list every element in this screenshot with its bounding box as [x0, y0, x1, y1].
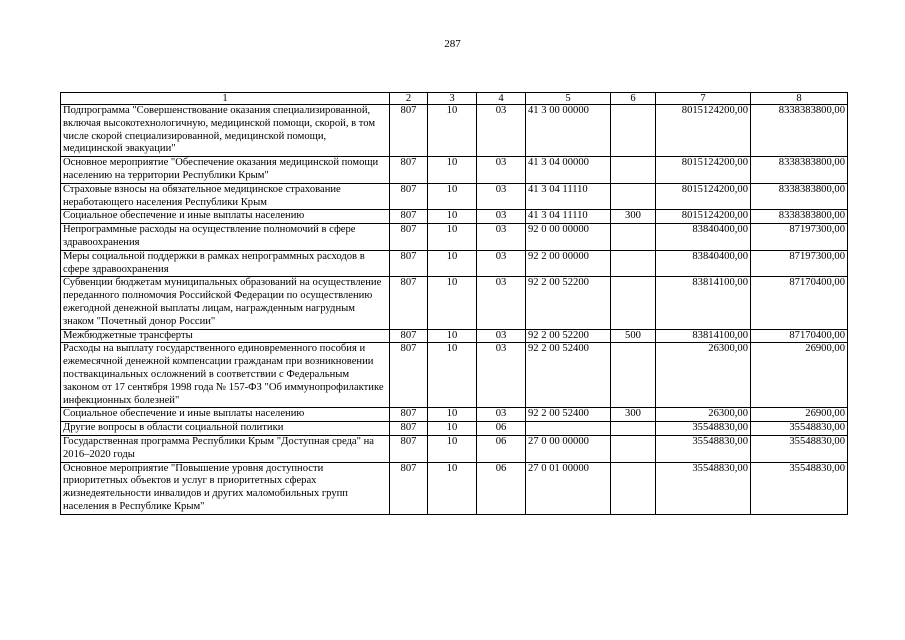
expense-type-code	[611, 224, 656, 251]
amount-year-2: 8338383800,00	[751, 157, 848, 184]
table-row	[61, 210, 848, 224]
table-row	[61, 277, 848, 329]
column-header: 4	[477, 93, 526, 105]
column-header: 2	[390, 93, 428, 105]
ministry-code: 807	[390, 224, 428, 251]
target-article-code: 92 2 00 00000	[526, 250, 611, 277]
amount-year-1: 83840400,00	[656, 250, 751, 277]
table-row	[61, 183, 848, 210]
subsection-code: 06	[477, 422, 526, 436]
table-row	[61, 422, 848, 436]
table-row	[61, 408, 848, 422]
row-name: Другие вопросы в области социальной политики	[61, 422, 390, 436]
target-article-code: 27 0 01 00000	[526, 462, 611, 514]
budget-table	[60, 92, 848, 515]
target-article-code: 27 0 00 00000	[526, 435, 611, 462]
table-row	[61, 105, 848, 157]
ministry-code: 807	[390, 329, 428, 343]
column-header: 1	[61, 93, 390, 105]
target-article-code: 92 0 00 00000	[526, 224, 611, 251]
page-number: 287	[444, 38, 461, 50]
row-name: Межбюджетные трансферты	[61, 329, 390, 343]
section-code: 10	[428, 422, 477, 436]
row-name: Расходы на выплату государственного единовременного пособия и ежемесячной денежной компенсации гражданам при возникновении поствакцинальных осложнений в соответствии с Федеральным законом от 17 сентября 1998 года № 157-ФЗ "Об иммунопрофилактике инфекционных болезней"	[61, 343, 390, 408]
target-article-code: 41 3 04 00000	[526, 157, 611, 184]
amount-year-1: 8015124200,00	[656, 105, 751, 157]
column-header: 7	[656, 93, 751, 105]
subsection-code: 03	[477, 210, 526, 224]
target-article-code: 41 3 04 11110	[526, 210, 611, 224]
table-row	[61, 435, 848, 462]
target-article-code	[526, 422, 611, 436]
ministry-code: 807	[390, 422, 428, 436]
target-article-code: 92 2 00 52400	[526, 408, 611, 422]
row-name: Основное мероприятие "Повышение уровня доступности приоритетных объектов и услуг в приоритетных сферах жизнедеятельности инвалидов и других маломобильных групп населения в Республике Крым"	[61, 462, 390, 514]
subsection-code: 03	[477, 250, 526, 277]
expense-type-code	[611, 183, 656, 210]
amount-year-2: 26900,00	[751, 343, 848, 408]
section-code: 10	[428, 343, 477, 408]
expense-type-code	[611, 462, 656, 514]
target-article-code: 92 2 00 52200	[526, 329, 611, 343]
amount-year-1: 8015124200,00	[656, 183, 751, 210]
subsection-code: 03	[477, 343, 526, 408]
column-header: 8	[751, 93, 848, 105]
amount-year-1: 83814100,00	[656, 329, 751, 343]
amount-year-2: 35548830,00	[751, 462, 848, 514]
ministry-code: 807	[390, 277, 428, 329]
row-name: Государственная программа Республики Крым "Доступная среда" на 2016–2020 годы	[61, 435, 390, 462]
amount-year-1: 8015124200,00	[656, 157, 751, 184]
section-code: 10	[428, 408, 477, 422]
subsection-code: 06	[477, 435, 526, 462]
row-name: Непрограммные расходы на осуществление полномочий в сфере здравоохранения	[61, 224, 390, 251]
section-code: 10	[428, 224, 477, 251]
amount-year-1: 35548830,00	[656, 422, 751, 436]
amount-year-1: 26300,00	[656, 343, 751, 408]
ministry-code: 807	[390, 435, 428, 462]
row-name: Меры социальной поддержки в рамках непрограммных расходов в сфере здравоохранения	[61, 250, 390, 277]
amount-year-2: 8338383800,00	[751, 210, 848, 224]
amount-year-1: 83814100,00	[656, 277, 751, 329]
subsection-code: 03	[477, 277, 526, 329]
ministry-code: 807	[390, 157, 428, 184]
section-code: 10	[428, 277, 477, 329]
row-name: Страховые взносы на обязательное медицинское страхование неработающего населения Республики Крым	[61, 183, 390, 210]
table-row	[61, 343, 848, 408]
amount-year-1: 35548830,00	[656, 435, 751, 462]
subsection-code: 03	[477, 183, 526, 210]
row-name: Социальное обеспечение и иные выплаты населению	[61, 408, 390, 422]
expense-type-code	[611, 435, 656, 462]
amount-year-2: 87170400,00	[751, 277, 848, 329]
target-article-code: 92 2 00 52400	[526, 343, 611, 408]
expense-type-code	[611, 157, 656, 184]
ministry-code: 807	[390, 408, 428, 422]
column-header: 5	[526, 93, 611, 105]
column-header-row	[61, 93, 848, 105]
section-code: 10	[428, 105, 477, 157]
amount-year-1: 8015124200,00	[656, 210, 751, 224]
ministry-code: 807	[390, 105, 428, 157]
expense-type-code: 300	[611, 210, 656, 224]
amount-year-1: 26300,00	[656, 408, 751, 422]
table-row	[61, 329, 848, 343]
row-name: Социальное обеспечение и иные выплаты населению	[61, 210, 390, 224]
target-article-code: 92 2 00 52200	[526, 277, 611, 329]
target-article-code: 41 3 04 11110	[526, 183, 611, 210]
column-header: 3	[428, 93, 477, 105]
subsection-code: 06	[477, 462, 526, 514]
ministry-code: 807	[390, 250, 428, 277]
section-code: 10	[428, 157, 477, 184]
amount-year-2: 8338383800,00	[751, 105, 848, 157]
section-code: 10	[428, 183, 477, 210]
expense-type-code	[611, 250, 656, 277]
section-code: 10	[428, 210, 477, 224]
table-row	[61, 462, 848, 514]
row-name: Подпрограмма "Совершенствование оказания специализированной, включая высокотехнологичную, медицинской помощи, скорой, в том числе скорой специализированной, медицинской помощи, медицинской эвакуации"	[61, 105, 390, 157]
section-code: 10	[428, 250, 477, 277]
ministry-code: 807	[390, 183, 428, 210]
table-row	[61, 157, 848, 184]
amount-year-2: 8338383800,00	[751, 183, 848, 210]
row-name: Основное мероприятие "Обеспечение оказания медицинской помощи населению на территории Республики Крым"	[61, 157, 390, 184]
section-code: 10	[428, 462, 477, 514]
amount-year-1: 83840400,00	[656, 224, 751, 251]
expense-type-code: 500	[611, 329, 656, 343]
amount-year-2: 35548830,00	[751, 435, 848, 462]
expense-type-code	[611, 343, 656, 408]
subsection-code: 03	[477, 329, 526, 343]
column-header: 6	[611, 93, 656, 105]
expense-type-code	[611, 277, 656, 329]
subsection-code: 03	[477, 224, 526, 251]
expense-type-code: 300	[611, 408, 656, 422]
expense-type-code	[611, 422, 656, 436]
subsection-code: 03	[477, 157, 526, 184]
amount-year-2: 87170400,00	[751, 329, 848, 343]
row-name: Субвенции бюджетам муниципальных образований на осуществление переданного полномочия Российской Федерации по осуществлению ежегодной денежной выплаты лицам, награжденным нагрудным знаком "Почетный донор России"	[61, 277, 390, 329]
section-code: 10	[428, 329, 477, 343]
ministry-code: 807	[390, 210, 428, 224]
amount-year-2: 26900,00	[751, 408, 848, 422]
ministry-code: 807	[390, 462, 428, 514]
ministry-code: 807	[390, 343, 428, 408]
table-row	[61, 250, 848, 277]
subsection-code: 03	[477, 105, 526, 157]
section-code: 10	[428, 435, 477, 462]
target-article-code: 41 3 00 00000	[526, 105, 611, 157]
amount-year-1: 35548830,00	[656, 462, 751, 514]
table-row	[61, 224, 848, 251]
subsection-code: 03	[477, 408, 526, 422]
amount-year-2: 35548830,00	[751, 422, 848, 436]
expense-type-code	[611, 105, 656, 157]
amount-year-2: 87197300,00	[751, 250, 848, 277]
amount-year-2: 87197300,00	[751, 224, 848, 251]
